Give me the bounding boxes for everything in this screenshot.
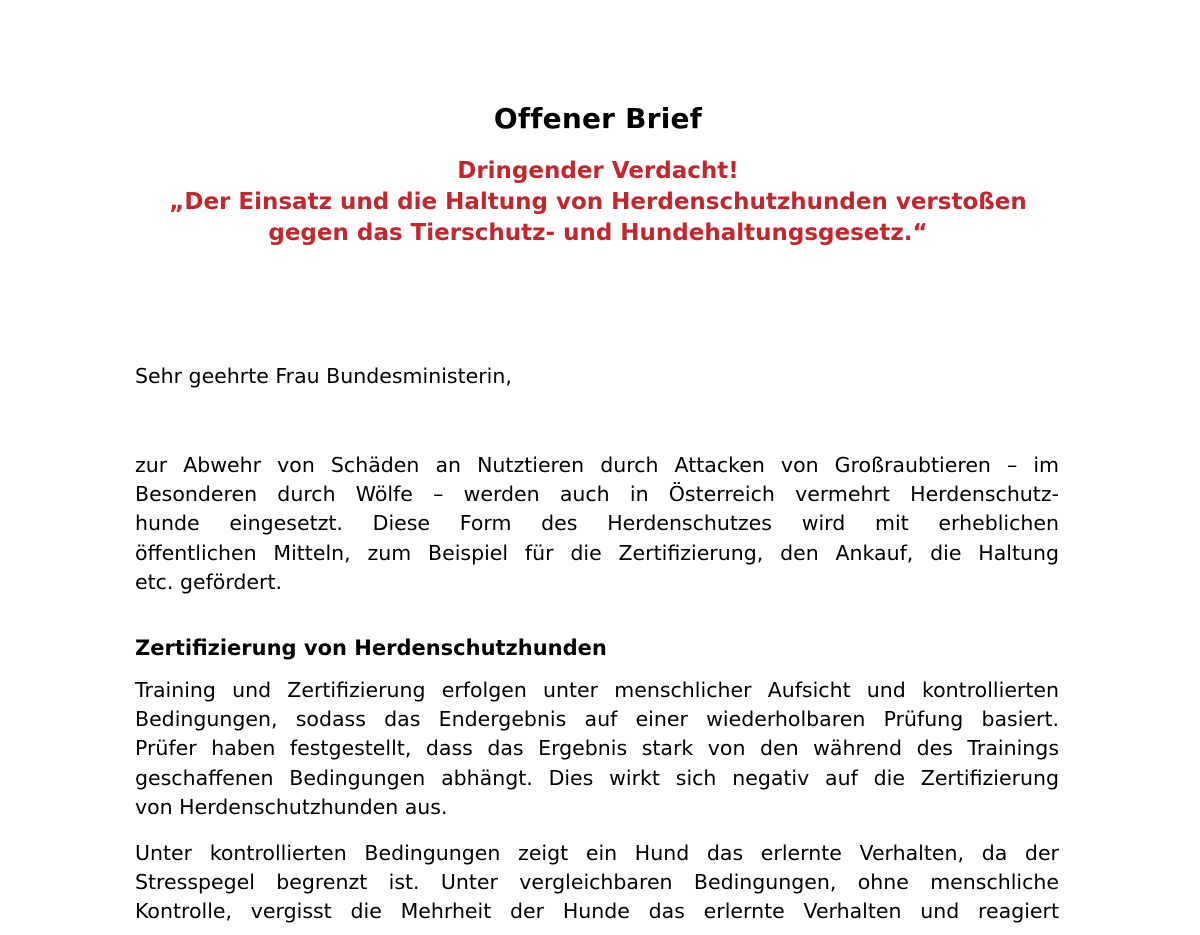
document-subtitle	[100, 156, 1096, 249]
paragraph-line: Kontrolle, vergisst die Mehrheit der Hunde das erlernte Verhalten und reagiert	[135, 899, 1059, 924]
paragraph-line: Besonderen durch Wölfe – werden auch in Österreich vermehrt Herdenschutz-	[135, 482, 1059, 507]
paragraph-line: von Herdenschutzhunden aus.	[135, 794, 448, 819]
section-paragraph-2	[135, 839, 1059, 927]
salutation: Sehr geehrte Frau Bundesministerin,	[135, 364, 512, 388]
paragraph-line: etc. gefördert.	[135, 569, 283, 594]
section-paragraph-1	[135, 676, 1059, 822]
paragraph-line: Bedingungen, sodass das Endergebnis auf einer wiederholbaren Prüfung basiert.	[135, 707, 1059, 732]
paragraph-line: Unter kontrollierten Bedingungen zeigt ein Hund das erlernte Verhalten, da der	[135, 841, 1059, 865]
section-heading: Zertifizierung von Herdenschutzhunden	[135, 636, 607, 660]
subtitle-line: „Der Einsatz und die Haltung von Herdenschutzhunden verstoßen	[169, 189, 1027, 215]
subtitle-line: gegen das Tierschutz- und Hundehaltungsgesetz.“	[268, 220, 928, 246]
paragraph-line: öffentlichen Mitteln, zum Beispiel für die Zertifizierung, den Ankauf, die Haltung	[135, 540, 1059, 565]
subtitle-line: Dringender Verdacht!	[457, 158, 739, 184]
paragraph-line: zur Abwehr von Schäden an Nutztieren durch Attacken von Großraubtieren – im	[135, 453, 1059, 477]
document-title: Offener Brief	[493, 102, 703, 135]
intro-paragraph	[135, 451, 1059, 597]
paragraph-line: Training und Zertifizierung erfolgen unter menschlicher Aufsicht und kontrollierten	[135, 678, 1059, 702]
paragraph-line: geschaffenen Bedingungen abhängt. Dies wirkt sich negativ auf die Zertifizierung	[135, 765, 1059, 790]
paragraph-line: hunde eingesetzt. Diese Form des Herdenschutzes wird mit erheblichen	[135, 511, 1059, 536]
paragraph-line: Prüfer haben festgestellt, dass das Ergebnis stark von den während des Trainings	[135, 736, 1059, 761]
paragraph-line: Stresspegel begrenzt ist. Unter vergleichbaren Bedingungen, ohne menschliche	[135, 870, 1059, 895]
